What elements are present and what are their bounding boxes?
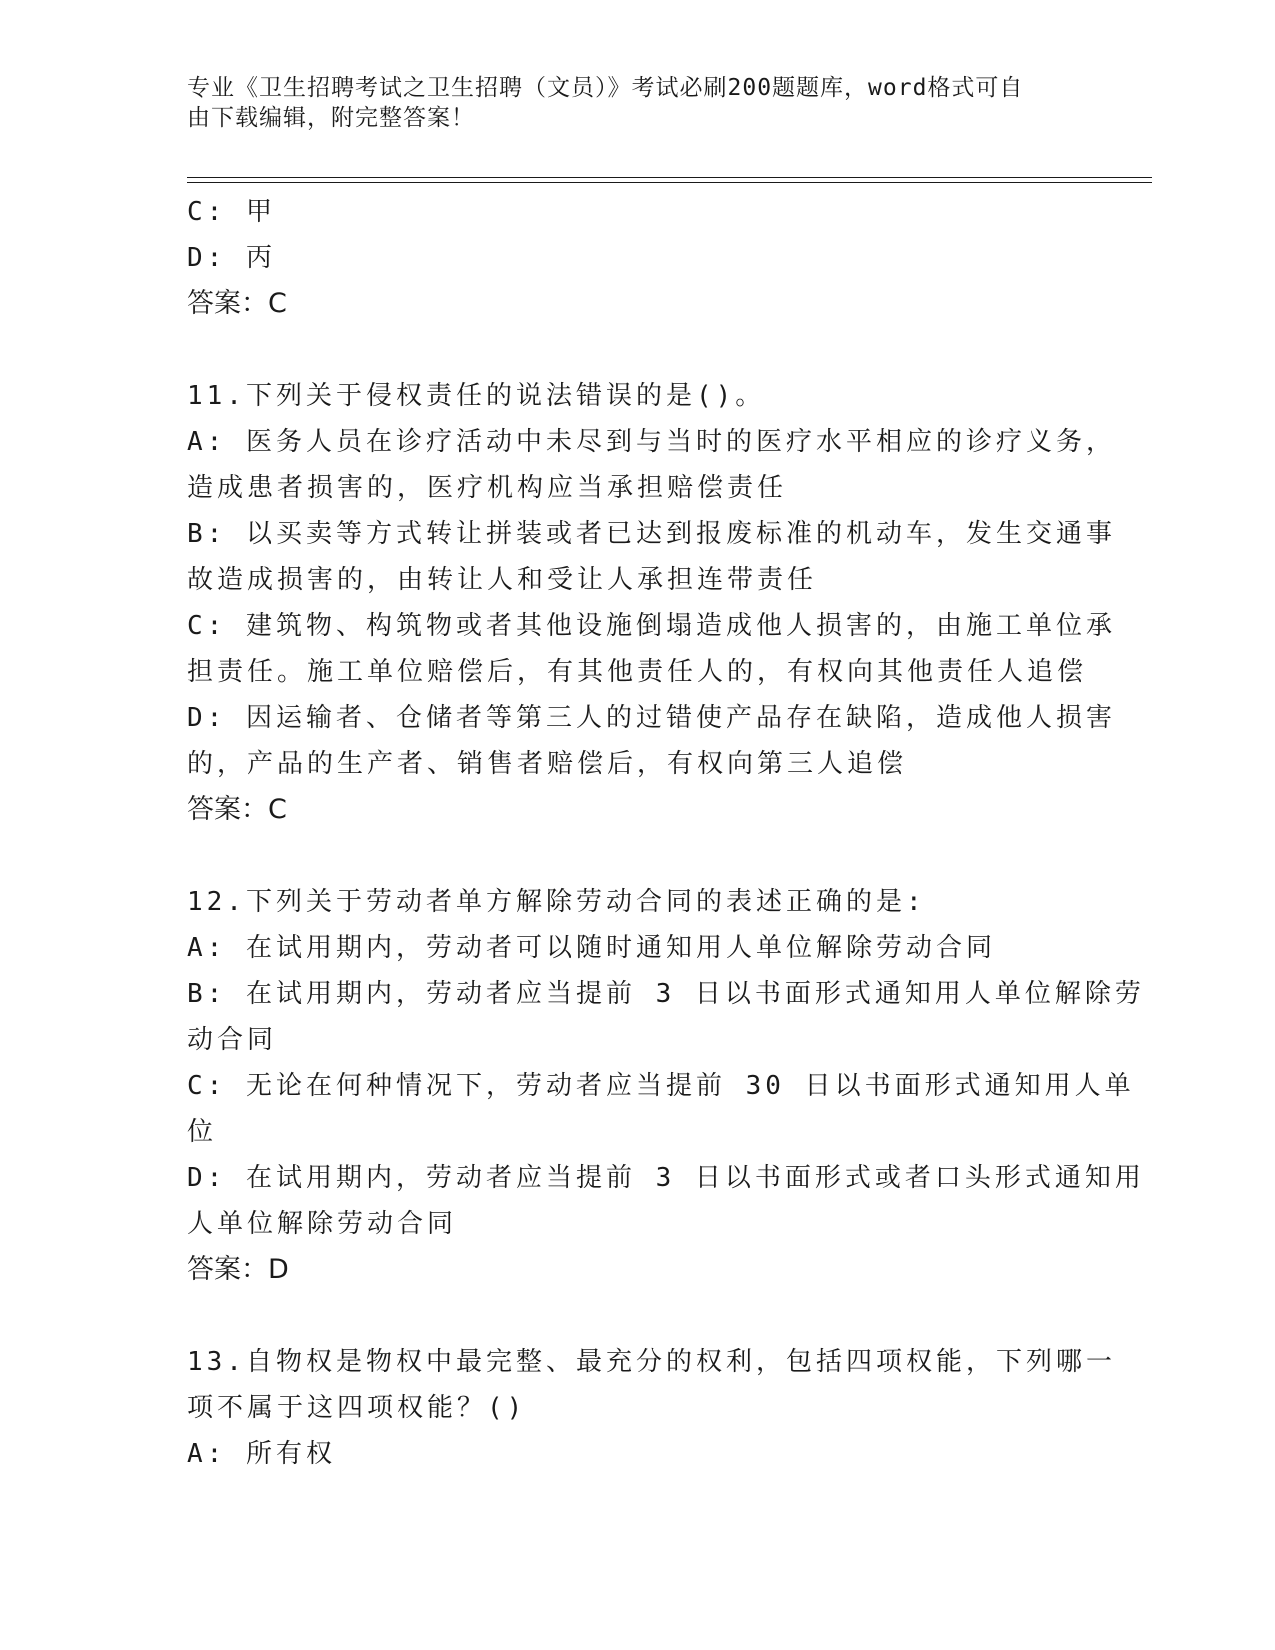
option-c-cont: 位	[187, 1117, 218, 1147]
header-rule-top	[187, 177, 1152, 178]
option-d: D: 在试用期内，劳动者应当提前 3 日以书面形式或者口头形式通知用	[187, 1163, 1145, 1193]
option-b: B: 以买卖等方式转让拼装或者已达到报废标准的机动车，发生交通事	[187, 519, 1116, 549]
spacer	[187, 327, 1087, 373]
option-c: C: 甲	[187, 197, 276, 227]
option-c-cont: 担责任。施工单位赔偿后，有其他责任人的，有权向其他责任人追偿	[187, 657, 1088, 687]
header-line-1: 专业《卫生招聘考试之卫生招聘（文员）》考试必刷200题题库，word格式可自	[187, 75, 1024, 101]
option-c: C: 建筑物、构筑物或者其他设施倒塌造成他人损害的，由施工单位承	[187, 611, 1116, 641]
question-12	[187, 879, 1145, 1293]
option-a: A: 医务人员在诊疗活动中未尽到与当时的医疗水平相应的诊疗义务，	[187, 427, 1116, 457]
option-c: C: 无论在何种情况下，劳动者应当提前 30 日以书面形式通知用人单	[187, 1071, 1135, 1101]
question-stem: 13.自物权是物权中最完整、最充分的权利，包括四项权能，下列哪一	[187, 1347, 1116, 1377]
answer: 答案：C	[187, 794, 287, 825]
header-line-2: 由下载编辑，附完整答案！	[187, 105, 475, 131]
question-list	[187, 189, 1145, 1477]
option-d: D: 因运输者、仓储者等第三人的过错使产品存在缺陷，造成他人损害	[187, 703, 1116, 733]
answer: 答案：D	[187, 1254, 289, 1285]
spacer	[187, 833, 1087, 879]
option-a: A: 在试用期内，劳动者可以随时通知用人单位解除劳动合同	[187, 933, 996, 963]
question-stem: 11.下列关于侵权责任的说法错误的是()。	[187, 381, 766, 411]
option-a-cont: 造成患者损害的，医疗机构应当承担赔偿责任	[187, 473, 788, 503]
question-stem-cont: 项不属于这四项权能？()	[187, 1393, 527, 1423]
question-stem: 12.下列关于劳动者单方解除劳动合同的表述正确的是:	[187, 887, 926, 917]
option-b-cont: 故造成损害的，由转让人和受让人承担连带责任	[187, 565, 818, 595]
question-13	[187, 1339, 1116, 1477]
option-d-cont: 人单位解除劳动合同	[187, 1209, 458, 1239]
option-b: B: 在试用期内，劳动者应当提前 3 日以书面形式通知用人单位解除劳	[187, 979, 1145, 1009]
answer: 答案：C	[187, 288, 287, 319]
option-a: A: 所有权	[187, 1439, 336, 1469]
document-header	[187, 73, 1067, 133]
header-rule-bottom	[187, 182, 1152, 183]
option-d: D: 丙	[187, 243, 276, 273]
question-11	[187, 373, 1116, 833]
option-d-cont: 的，产品的生产者、销售者赔偿后，有权向第三人追偿	[187, 749, 908, 779]
question-10-tail	[187, 189, 1087, 327]
option-b-cont: 动合同	[187, 1025, 278, 1055]
spacer	[187, 1293, 1087, 1339]
